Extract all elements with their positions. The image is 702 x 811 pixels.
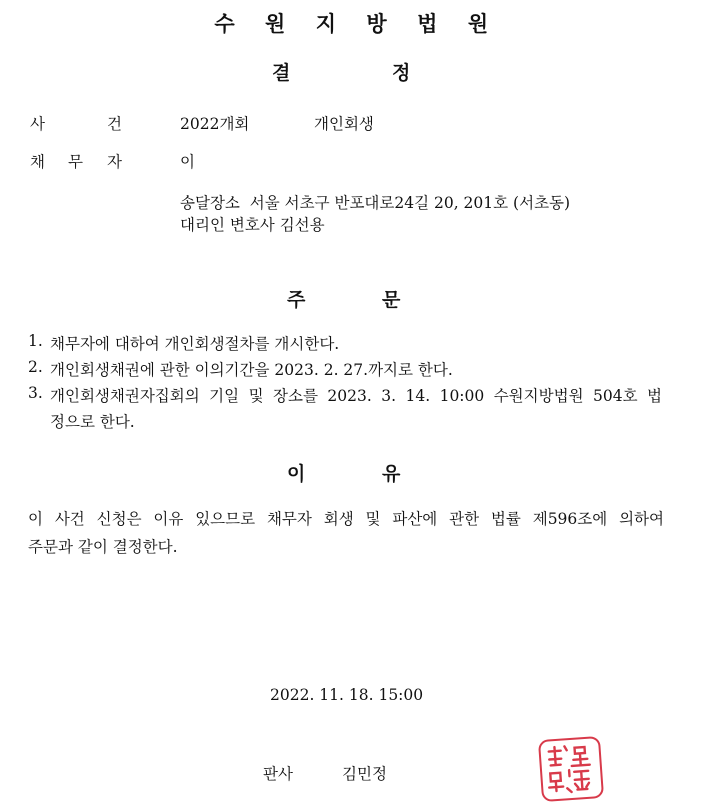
order-heading-right: 문 (382, 289, 401, 311)
judge-title: 판사 (263, 765, 293, 783)
order-2-text: 개인회생채권에 관한 이의기간을 2023. 2. 27.까지로 한다. (50, 361, 453, 379)
case-label-2: 건 (107, 115, 122, 133)
service-address: 송달장소 서울 서초구 반포대로24길 20, 201호 (서초동) (180, 194, 571, 212)
agent: 대리인 변호사 김선용 (180, 216, 325, 234)
court-seal-icon (538, 736, 604, 802)
order-3-text: 개인회생채권자집회의 기일 및 장소를 2023. 3. 14. 10:00 수원지방법원 504호 법 (50, 387, 662, 405)
judge-name: 김민정 (342, 765, 387, 783)
order-1-text: 채무자에 대하여 개인회생절차를 개시한다. (50, 335, 340, 353)
order-2-number: 2. (28, 358, 43, 376)
seal-glyph-icon (540, 738, 602, 800)
case-number: 2022개회 (180, 115, 250, 133)
doc-title-right: 정 (392, 62, 411, 84)
reason-text-line-1: 이 사건 신청은 이유 있으므로 채무자 회생 및 파산에 관한 법률 제596조에 의하여 (28, 510, 664, 528)
order-1-number: 1. (28, 332, 43, 350)
court-name: 수 원 지 방 법 원 (214, 12, 500, 36)
reason-heading-right: 유 (382, 463, 401, 485)
debtor-name: 이 (180, 153, 195, 171)
decision-datetime: 2022. 11. 18. 15:00 (270, 686, 424, 704)
debtor-label-2: 무 (68, 153, 83, 171)
order-3-continuation: 정으로 한다. (50, 413, 135, 431)
reason-text-line-2: 주문과 같이 결정한다. (28, 538, 178, 556)
order-heading-left: 주 (287, 289, 306, 311)
case-label-1: 사 (30, 115, 45, 133)
case-type: 개인회생 (314, 115, 374, 133)
debtor-label-3: 자 (107, 153, 122, 171)
order-3-number: 3. (28, 384, 43, 402)
debtor-label-1: 채 (30, 153, 45, 171)
doc-title-left: 결 (272, 62, 291, 84)
reason-heading-left: 이 (287, 463, 306, 485)
